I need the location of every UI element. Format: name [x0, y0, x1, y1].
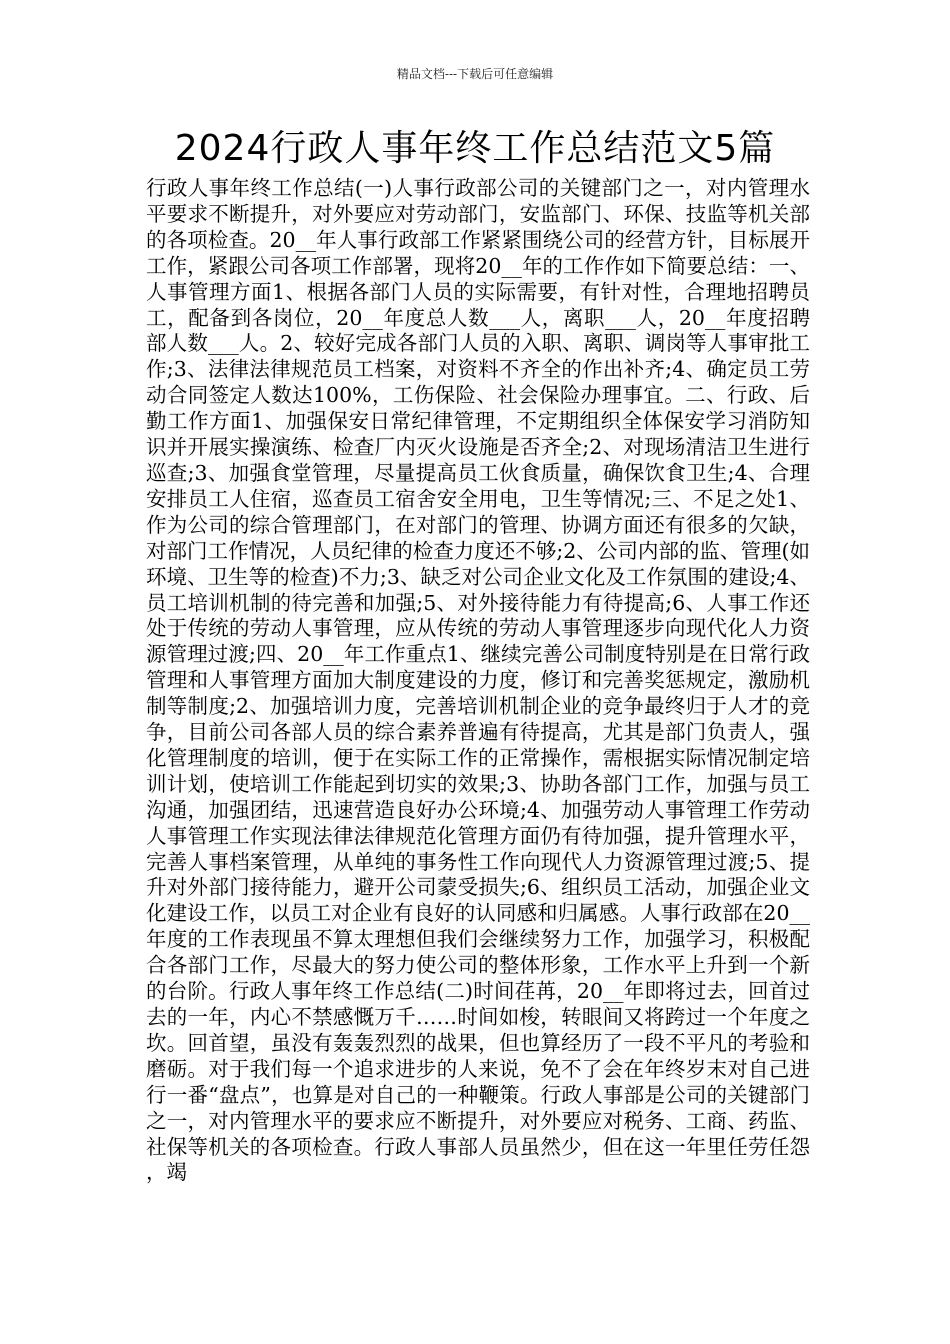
page-header: 精品文档---下载后可任意编辑: [396, 67, 554, 81]
document-title: 2024行政人事年终工作总结范文5篇: [174, 128, 776, 169]
document-body: 行政人事年终工作总结(一)人事行政部公司的关键部门之一，对内管理水平要求不断提升，对外要应对劳动部门，安监部门、环保、技监等机关部的各项检查。20__年人事行政部工作紧紧围绕公司的经营方针，目标展开工作，紧跟公司各项工作部署，现将20__年的工作作如下简要总结：一、人事管理方面1、根据各部门人员的实际需要，有针对性，合理地招聘员工，配备到各岗位，20__年度总人数___人，离职___人，20__年度招聘部人数___人。2、较好完成各部门人员的入职、离职、调岗等人事审批工作;3、法律法律规范员工档案，对资料不齐全的作出补齐;4、确定员工劳动合同签定人数达100%，工伤保险、社会保险办理事宜。二、行政、后勤工作方面1、加强保安日常纪律管理，不定期组织全体保安学习消防知识并开展实操演练、检查厂内灭火设施是否齐全;2、对现场清洁卫生进行巡查;3、加强食堂管理，尽量提高员工伙食质量，确保饮食卫生;4、合理安排员工人住宿，巡查员工宿舍安全用电，卫生等情况;三、不足之处1、作为公司的综合管理部门，在对部门的管理、协调方面还有很多的欠缺，对部门工作情况，人员纪律的检查力度还不够;2、公司内部的监、管理(如环境、卫生等的检查)不力;3、缺乏对公司企业文化及工作氛围的建设;4、员工培训机制的待完善和加强;5、对外接待能力有待提高;6、人事工作还处于传统的劳动人事管理，应从传统的劳动人事管理逐步向现代化人力资源管理过渡;四、20__年工作重点1、继续完善公司制度特别是在日常行政管理和人事管理方面加大制度建设的力度，修订和完善奖惩规定，激励机制等制度;2、加强培训力度，完善培训机制企业的竞争最终归于人才的竞争，目前公司各部人员的综合素养普遍有待提高，尤其是部门负责人，强化管理制度的培训，便于在实际工作的正常操作，需根据实际情况制定培训计划，使培训工作能起到切实的效果;3、协助各部门工作，加强与员工沟通，加强团结，迅速营造良好办公环境;4、加强劳动人事管理工作劳动人事管理工作实现法律法律规范化管理方面仍有待加强，提升管理水平，完善人事档案管理，从单纯的事务性工作向现代人力资源管理过渡;5、提升对外部门接待能力，避开公司蒙受损失;6、组织员工活动，加强企业文化建设工作，以员工对企业有良好的认同感和归属感。人事行政部在20__年度的工作表现虽不算太理想但我们会继续努力工作，加强学习，积极配合各部门工作，尽最大的努力使公司的整体形象，工作水平上升到一个新的台阶。行政人事年终工作总结(二)时间荏苒，20__年即将过去，回首过去的一年，内心不禁感慨万千……时间如梭，转眼间又将跨过一个年度之坎。回首望，虽没有轰轰烈烈的战果，但也算经历了一段不平凡的考验和磨砺。对于我们每一个追求进步的人来说，免不了会在年终岁末对自己进行一番“盘点”，也算是对自己的一种鞭策。行政人事部是公司的关键部门之一，对内管理水平的要求应不断提升，对外要应对税务、工商、药监、社保等机关的各项检查。行政人事部人员虽然少，但在这一年里任劳任怨，竭: [146, 176, 810, 1185]
